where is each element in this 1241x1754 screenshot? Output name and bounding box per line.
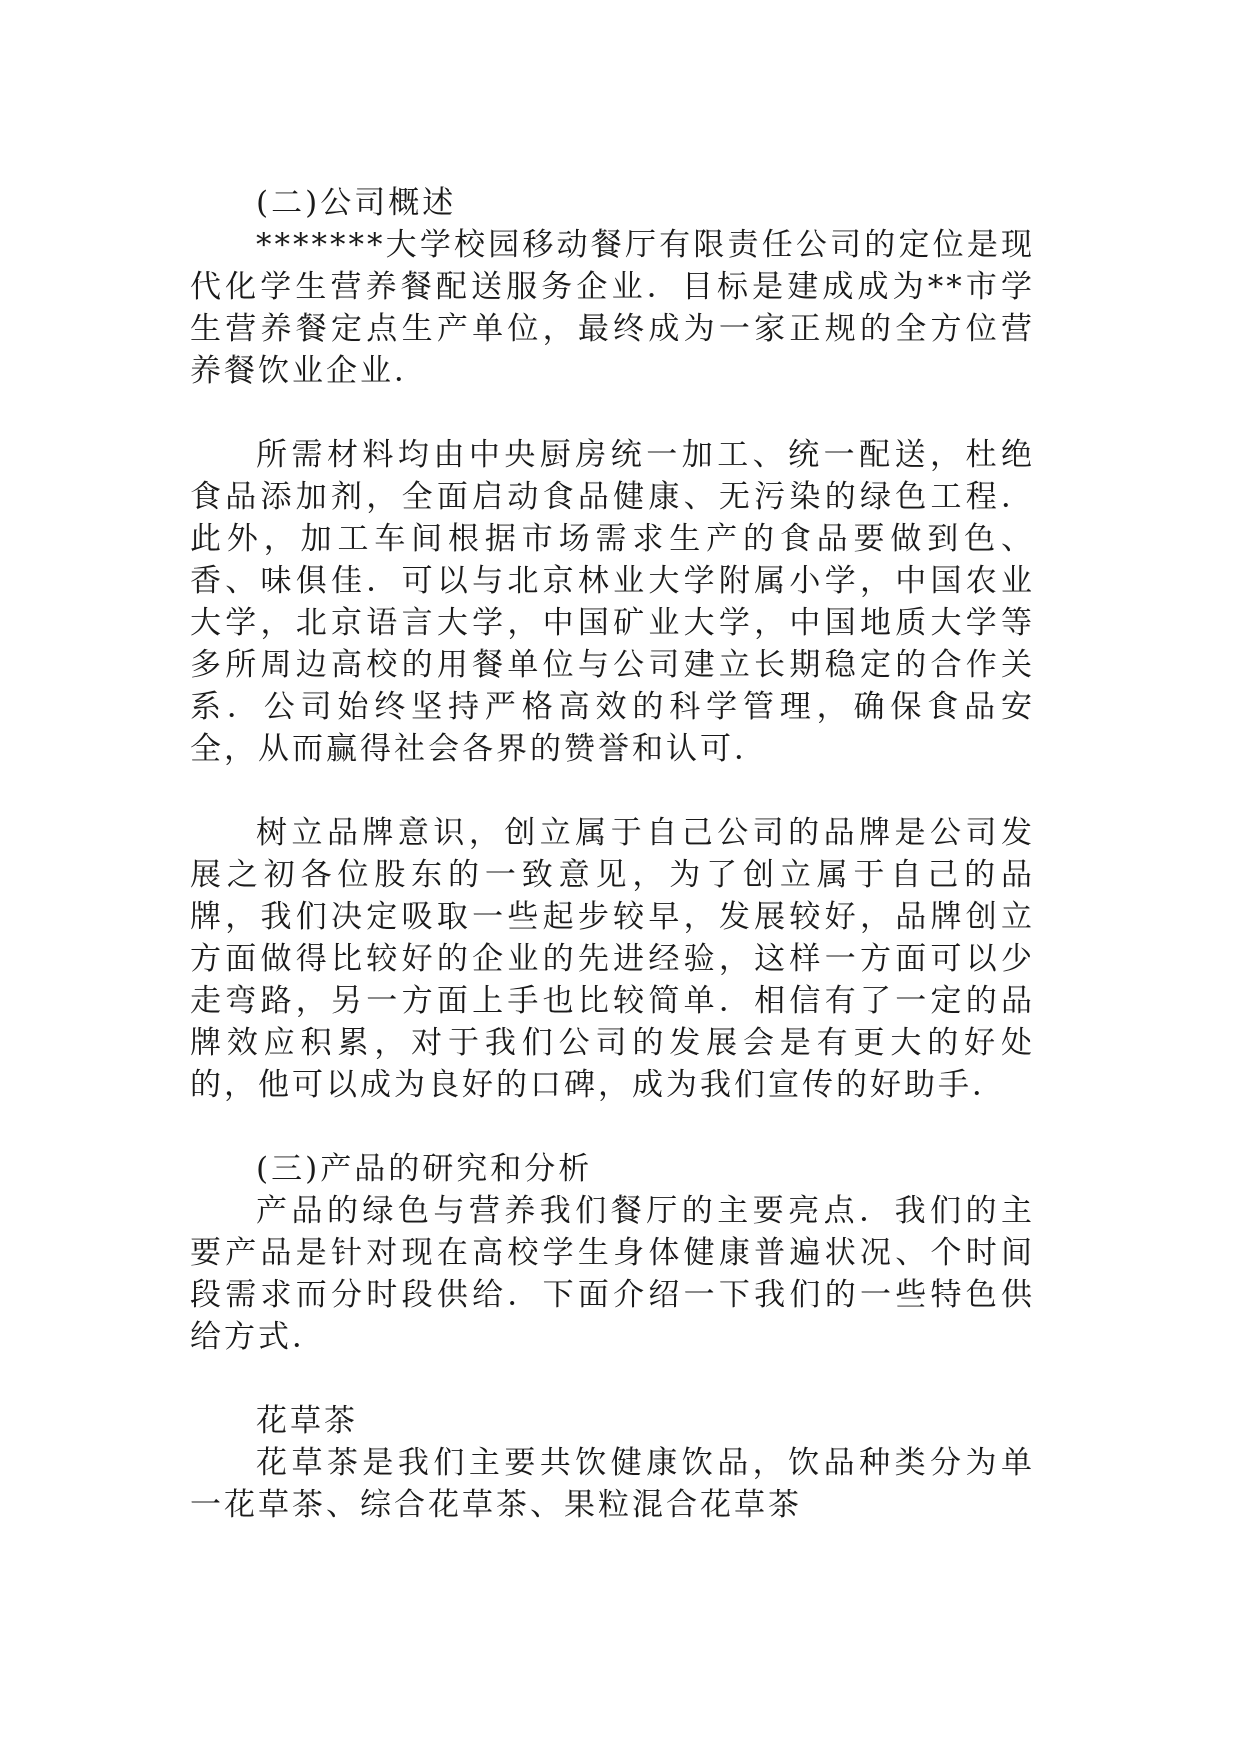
- section-heading-tea: 花草茶: [256, 1403, 358, 1439]
- paragraph-gap: [190, 1106, 1035, 1148]
- section-heading-overview: (二)公司概述: [256, 185, 457, 221]
- paragraph-overview-intro: *******大学校园移动餐厅有限责任公司的定位是现代化学生营养餐配送服务企业．目标是建成成为**市学生营养餐定点生产单位，最终成为一家正规的全方位营养餐饮业企业．: [190, 227, 1035, 389]
- paragraph-gap: [190, 1358, 1035, 1400]
- paragraph-gap: [190, 392, 1035, 434]
- paragraph-gap: [190, 770, 1035, 812]
- document-page: [190, 182, 1035, 1526]
- paragraph-product-intro: 产品的绿色与营养我们餐厅的主要亮点．我们的主要产品是针对现在高校学生身体健康普遍状况、个时间段需求而分时段供给．下面介绍一下我们的一些特色供给方式．: [190, 1193, 1035, 1355]
- paragraph-overview-brand: 树立品牌意识，创立属于自己公司的品牌是公司发展之初各位股东的一致意见，为了创立属于自己的品牌，我们决定吸取一些起步较早，发展较好，品牌创立方面做得比较好的企业的先进经验，这样一方面可以少走弯路，另一方面上手也比较简单．相信有了一定的品牌效应积累，对于我们公司的发展会是有更大的好处的，他可以成为良好的口碑，成为我们宣传的好助手．: [190, 815, 1035, 1103]
- paragraph-tea-intro: 花草茶是我们主要共饮健康饮品，饮品种类分为单一花草茶、综合花草茶、果粒混合花草茶: [190, 1445, 1035, 1523]
- section-heading-product: (三)产品的研究和分析: [256, 1151, 593, 1187]
- paragraph-overview-materials: 所需材料均由中央厨房统一加工、统一配送，杜绝食品添加剂，全面启动食品健康、无污染的绿色工程．此外，加工车间根据市场需求生产的食品要做到色、香、味俱佳．可以与北京林业大学附属小学，中国农业大学，北京语言大学，中国矿业大学，中国地质大学等多所周边高校的用餐单位与公司建立长期稳定的合作关系．公司始终坚持严格高效的科学管理，确保食品安全，从而赢得社会各界的赞誉和认可．: [190, 437, 1035, 767]
